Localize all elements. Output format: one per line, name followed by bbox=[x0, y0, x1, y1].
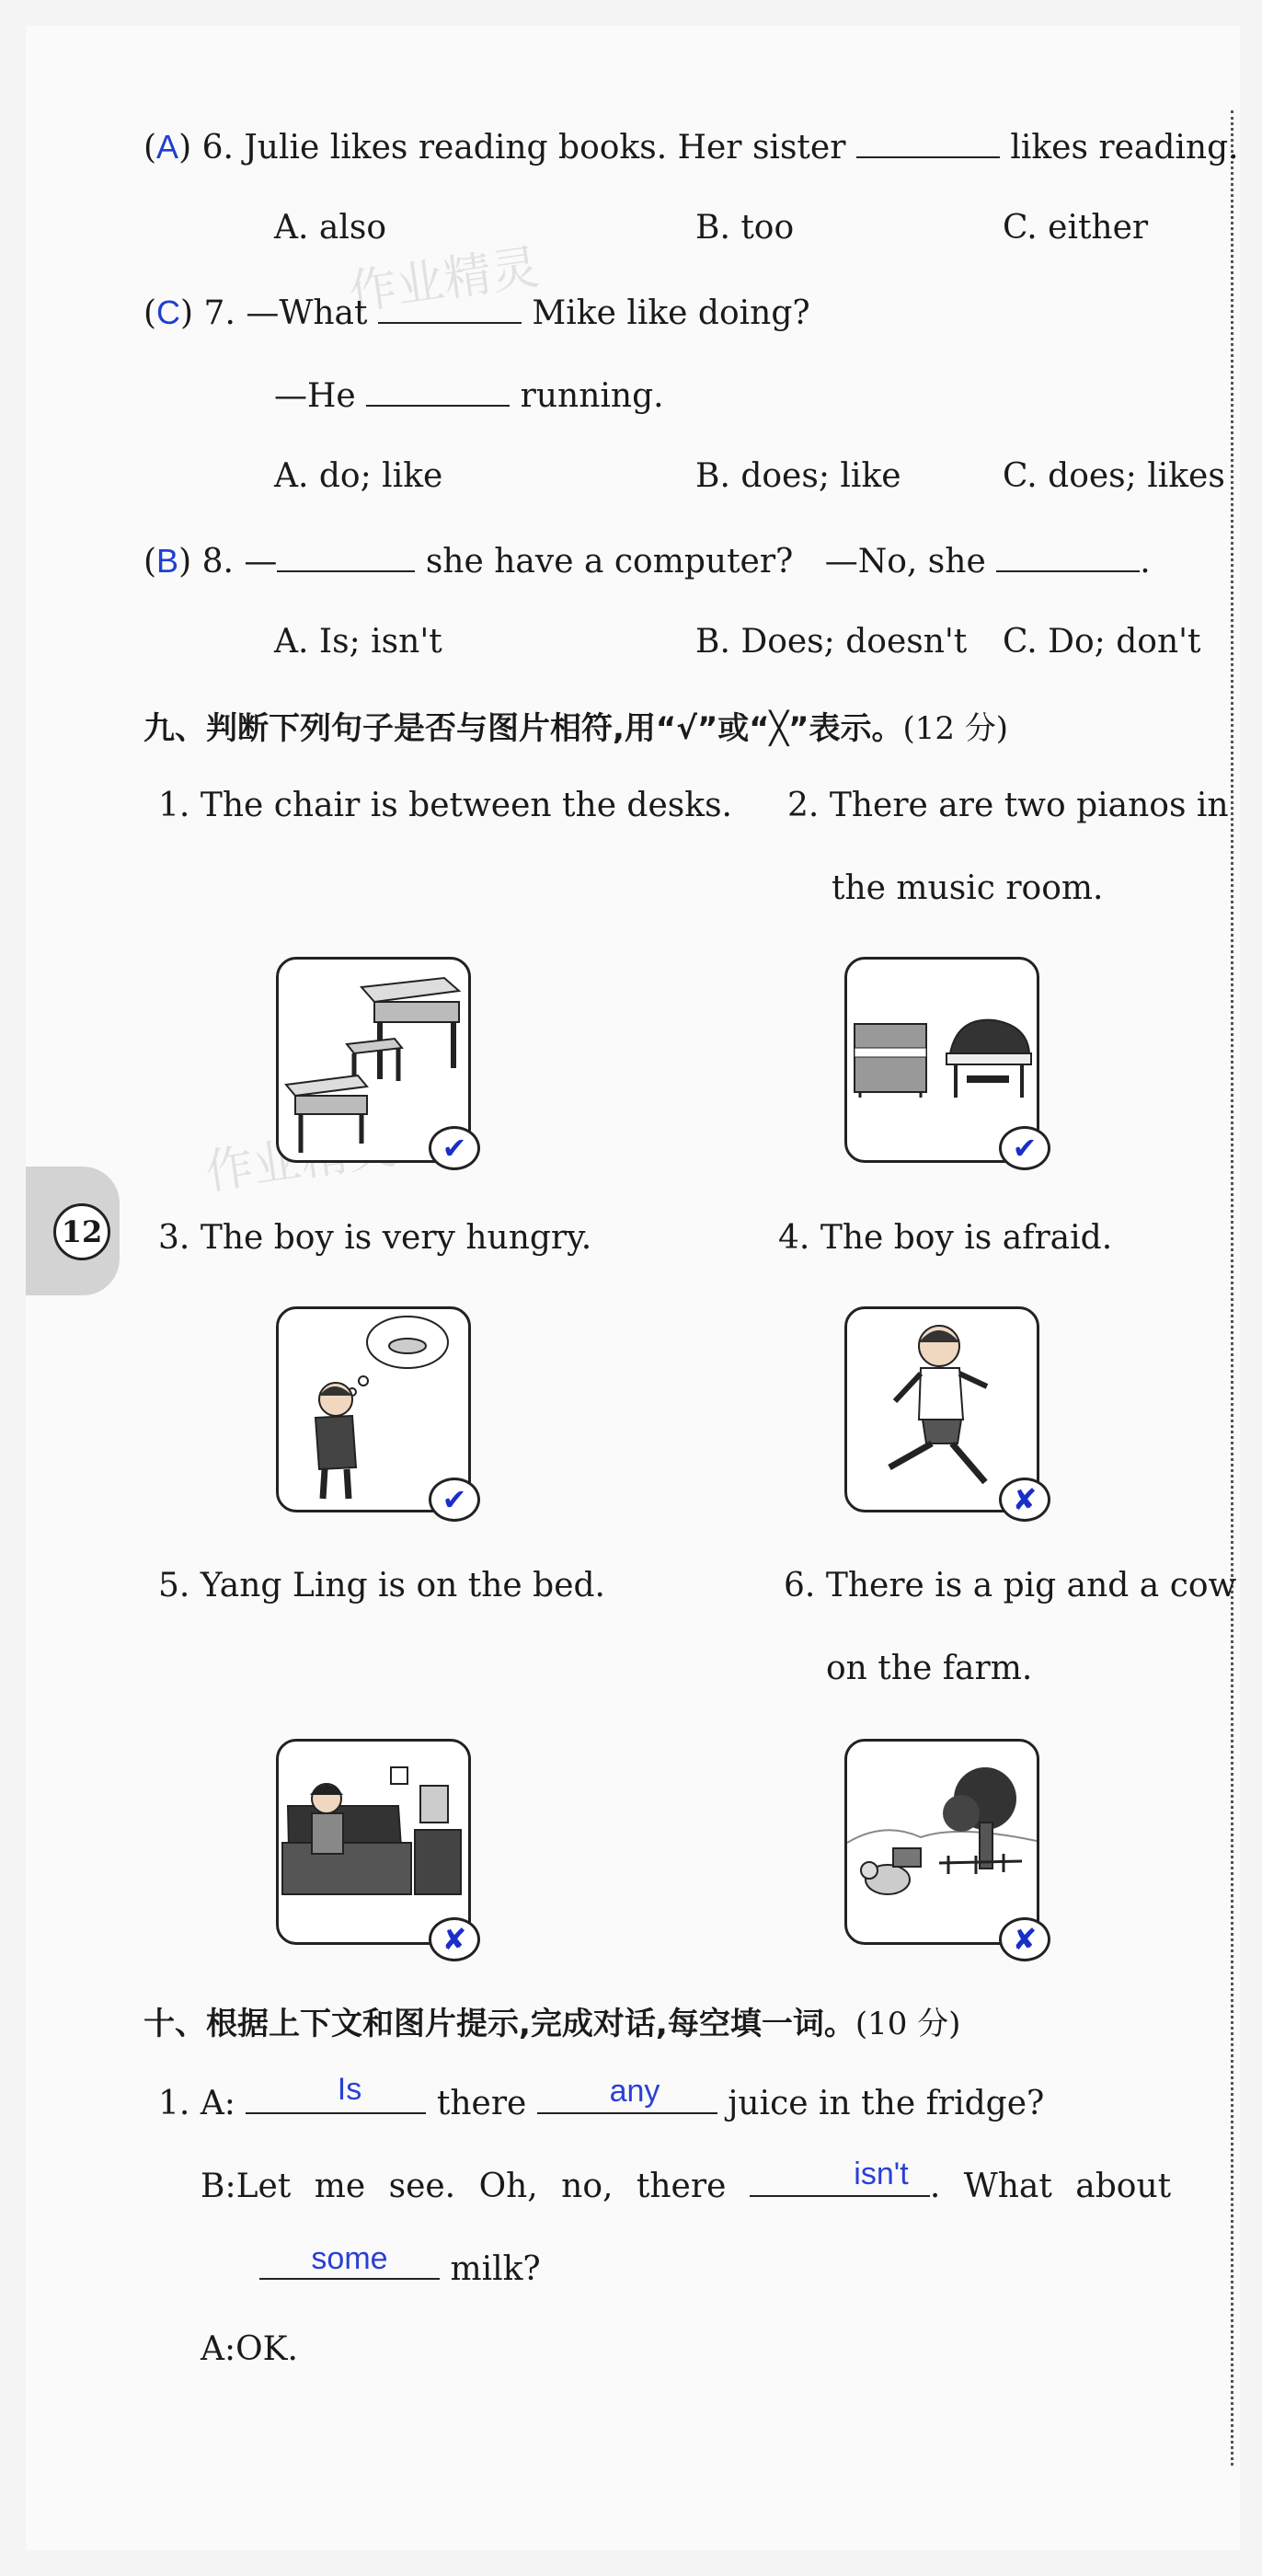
dialogue-line-1: 1. A: there juice in the fridge? bbox=[158, 2081, 1044, 2124]
handwritten-answer: any bbox=[609, 2074, 660, 2109]
picture-farm bbox=[844, 1739, 1039, 1945]
answer-6: A bbox=[156, 128, 179, 166]
page-number: 12 bbox=[53, 1203, 110, 1260]
option-c: C. Do; don't bbox=[1003, 623, 1201, 661]
check-icon: ✔ bbox=[999, 1126, 1050, 1170]
cross-icon: ✘ bbox=[999, 1478, 1050, 1522]
dialogue-line-3: milk? bbox=[259, 2247, 541, 2290]
option-a: A. Is; isn't bbox=[274, 623, 442, 661]
dotted-margin-line bbox=[1231, 110, 1233, 2466]
item-2: 2. There are two pianos in bbox=[787, 787, 1229, 824]
check-icon: ✔ bbox=[429, 1478, 480, 1522]
blank bbox=[366, 374, 510, 407]
option-b: B. Does; doesn't bbox=[695, 623, 968, 661]
question-6: (A) 6. Julie likes reading books. Her sister likes reading. bbox=[143, 125, 1239, 168]
option-b: B. does; like bbox=[695, 457, 901, 495]
option-c: C. either bbox=[1003, 209, 1149, 247]
cross-icon: ✘ bbox=[999, 1917, 1050, 1961]
question-7: (C) 7. —What Mike like doing? bbox=[143, 291, 810, 334]
question-7-line-2: —He running. bbox=[274, 374, 664, 417]
item-1: 1. The chair is between the desks. bbox=[158, 787, 732, 824]
section-9-title: 九、判断下列句子是否与图片相符,用“√”或“╳”表示。(12 分) bbox=[143, 710, 1009, 747]
option-b: B. too bbox=[695, 209, 795, 247]
item-6: 6. There is a pig and a cow bbox=[784, 1567, 1237, 1604]
option-a: A. do; like bbox=[274, 457, 443, 495]
dialogue-line-2: B:Let me see. Oh, no, there . What about bbox=[201, 2164, 1171, 2207]
check-icon: ✔ bbox=[429, 1126, 480, 1170]
item-2-line-2: the music room. bbox=[832, 869, 1104, 907]
page-number-tab bbox=[26, 1167, 120, 1295]
item-4: 4. The boy is afraid. bbox=[778, 1219, 1113, 1257]
answer-8: B bbox=[156, 542, 179, 580]
option-c: C. does; likes bbox=[1003, 457, 1225, 495]
blank bbox=[378, 291, 522, 324]
watermark: 作业精灵 bbox=[345, 239, 543, 322]
picture-yang-ling-sofa bbox=[276, 1739, 471, 1945]
handwritten-answer: some bbox=[311, 2241, 388, 2276]
question-8: (B) 8. — she have a computer? —No, she . bbox=[143, 539, 1151, 582]
item-6-line-2: on the farm. bbox=[826, 1650, 1033, 1687]
item-3: 3. The boy is very hungry. bbox=[158, 1219, 592, 1257]
option-a: A. also bbox=[274, 209, 387, 247]
item-5: 5. Yang Ling is on the bed. bbox=[158, 1567, 605, 1604]
blank bbox=[996, 539, 1140, 572]
dialogue-line-4: A:OK. bbox=[201, 2330, 298, 2368]
blank bbox=[856, 125, 1000, 158]
cross-icon: ✘ bbox=[429, 1917, 480, 1961]
blank bbox=[277, 539, 415, 572]
section-10-title: 十、根据上下文和图片提示,完成对话,每空填一词。(10 分) bbox=[143, 2006, 961, 2042]
handwritten-answer: Is bbox=[337, 2072, 362, 2107]
answer-7: C bbox=[156, 293, 181, 331]
handwritten-answer: isn't bbox=[854, 2156, 909, 2191]
